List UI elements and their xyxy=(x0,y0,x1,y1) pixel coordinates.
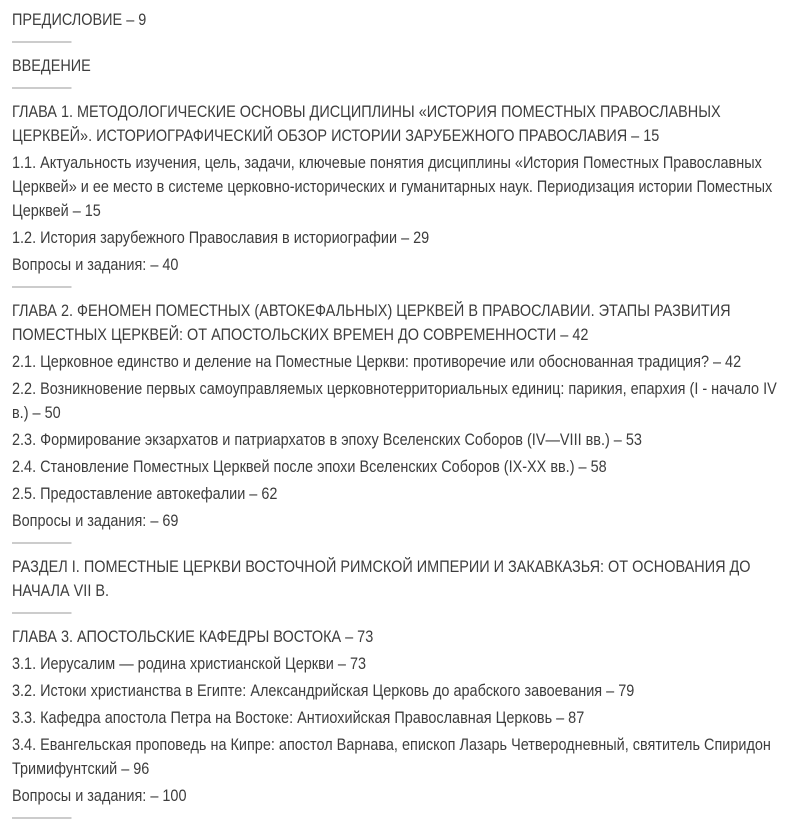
toc-entry: ГЛАВА 1. МЕТОДОЛОГИЧЕСКИЕ ОСНОВЫ ДИСЦИПЛИНЫ «ИСТОРИЯ ПОМЕСТНЫХ ПРАВОСЛАВНЫХ ЦЕРКВЕЙ». ИСТОРИОГРАФИЧЕСКИЙ ОБЗОР ИСТОРИИ ЗАРУБЕЖНОГО ПРАВОСЛАВИЯ – 15 xyxy=(12,102,721,145)
section-divider xyxy=(12,612,72,614)
toc-section xyxy=(12,299,792,533)
toc-entry: 2.3. Формирование экзархатов и патриархатов в эпоху Вселенских Соборов (IV—VIII вв.) – 53 xyxy=(12,430,642,449)
toc-entry: 2.1. Церковное единство и деление на Поместные Церкви: противоречие или обоснованная традиция? – 42 xyxy=(12,352,742,371)
section-divider xyxy=(12,817,72,819)
toc-section xyxy=(12,54,792,78)
toc-section xyxy=(12,555,792,603)
toc-entry: РАЗДЕЛ I. ПОМЕСТНЫЕ ЦЕРКВИ ВОСТОЧНОЙ РИМСКОЙ ИМПЕРИИ И ЗАКАВКАЗЬЯ: ОТ ОСНОВАНИЯ ДО НАЧАЛА VII В. xyxy=(12,557,751,600)
toc-entry: 3.3. Кафедра апостола Петра на Востоке: Антиохийская Православная Церковь – 87 xyxy=(12,708,585,727)
toc-entry: ВВЕДЕНИЕ xyxy=(12,56,91,75)
toc-entry: ПРЕДИСЛОВИЕ – 9 xyxy=(12,10,147,29)
section-divider xyxy=(12,542,72,544)
toc-section xyxy=(12,625,792,808)
toc-entry: 2.2. Возникновение первых самоуправляемых церковнотерриториальных единиц: парикия, епархия (I - начало IV в.) – 50 xyxy=(12,379,777,422)
toc-section xyxy=(12,8,792,32)
toc-entry: Вопросы и задания: – 40 xyxy=(12,255,179,274)
toc-entry: 2.5. Предоставление автокефалии – 62 xyxy=(12,484,278,503)
toc-entry: Вопросы и задания: – 69 xyxy=(12,511,179,530)
toc-entry: 3.1. Иерусалим — родина христианской Церкви – 73 xyxy=(12,654,367,673)
toc-section xyxy=(12,100,792,277)
toc-entry: ГЛАВА 3. АПОСТОЛЬСКИЕ КАФЕДРЫ ВОСТОКА – 73 xyxy=(12,627,374,646)
toc-entry: 3.4. Евангельская проповедь на Кипре: апостол Варнава, епископ Лазарь Четверодневный, святитель Спиридон Тримифунтский – 96 xyxy=(12,735,771,778)
toc-entry: 2.4. Становление Поместных Церквей после эпохи Вселенских Соборов (IX-XX вв.) – 58 xyxy=(12,457,607,476)
section-divider xyxy=(12,87,72,89)
toc-entry: 1.1. Актуальность изучения, цель, задачи, ключевые понятия дисциплины «История Поместных Православных Церквей» и ее место в системе церковно-исторических и гуманитарных наук. Периодизация истории Поместных Церквей – 15 xyxy=(12,153,773,220)
table-of-contents xyxy=(12,8,792,819)
toc-entry: 3.2. Истоки христианства в Египте: Александрийская Церковь до арабского завоевания – 79 xyxy=(12,681,635,700)
section-divider xyxy=(12,41,72,43)
toc-entry: Вопросы и задания: – 100 xyxy=(12,786,187,805)
toc-entry: ГЛАВА 2. ФЕНОМЕН ПОМЕСТНЫХ (АВТОКЕФАЛЬНЫХ) ЦЕРКВЕЙ В ПРАВОСЛАВИИ. ЭТАПЫ РАЗВИТИЯ ПОМЕСТНЫХ ЦЕРКВЕЙ: ОТ АПОСТОЛЬСКИХ ВРЕМЕН ДО СОВРЕМЕННОСТИ – 42 xyxy=(12,301,731,344)
toc-entry: 1.2. История зарубежного Православия в историографии – 29 xyxy=(12,228,430,247)
section-divider xyxy=(12,286,72,288)
